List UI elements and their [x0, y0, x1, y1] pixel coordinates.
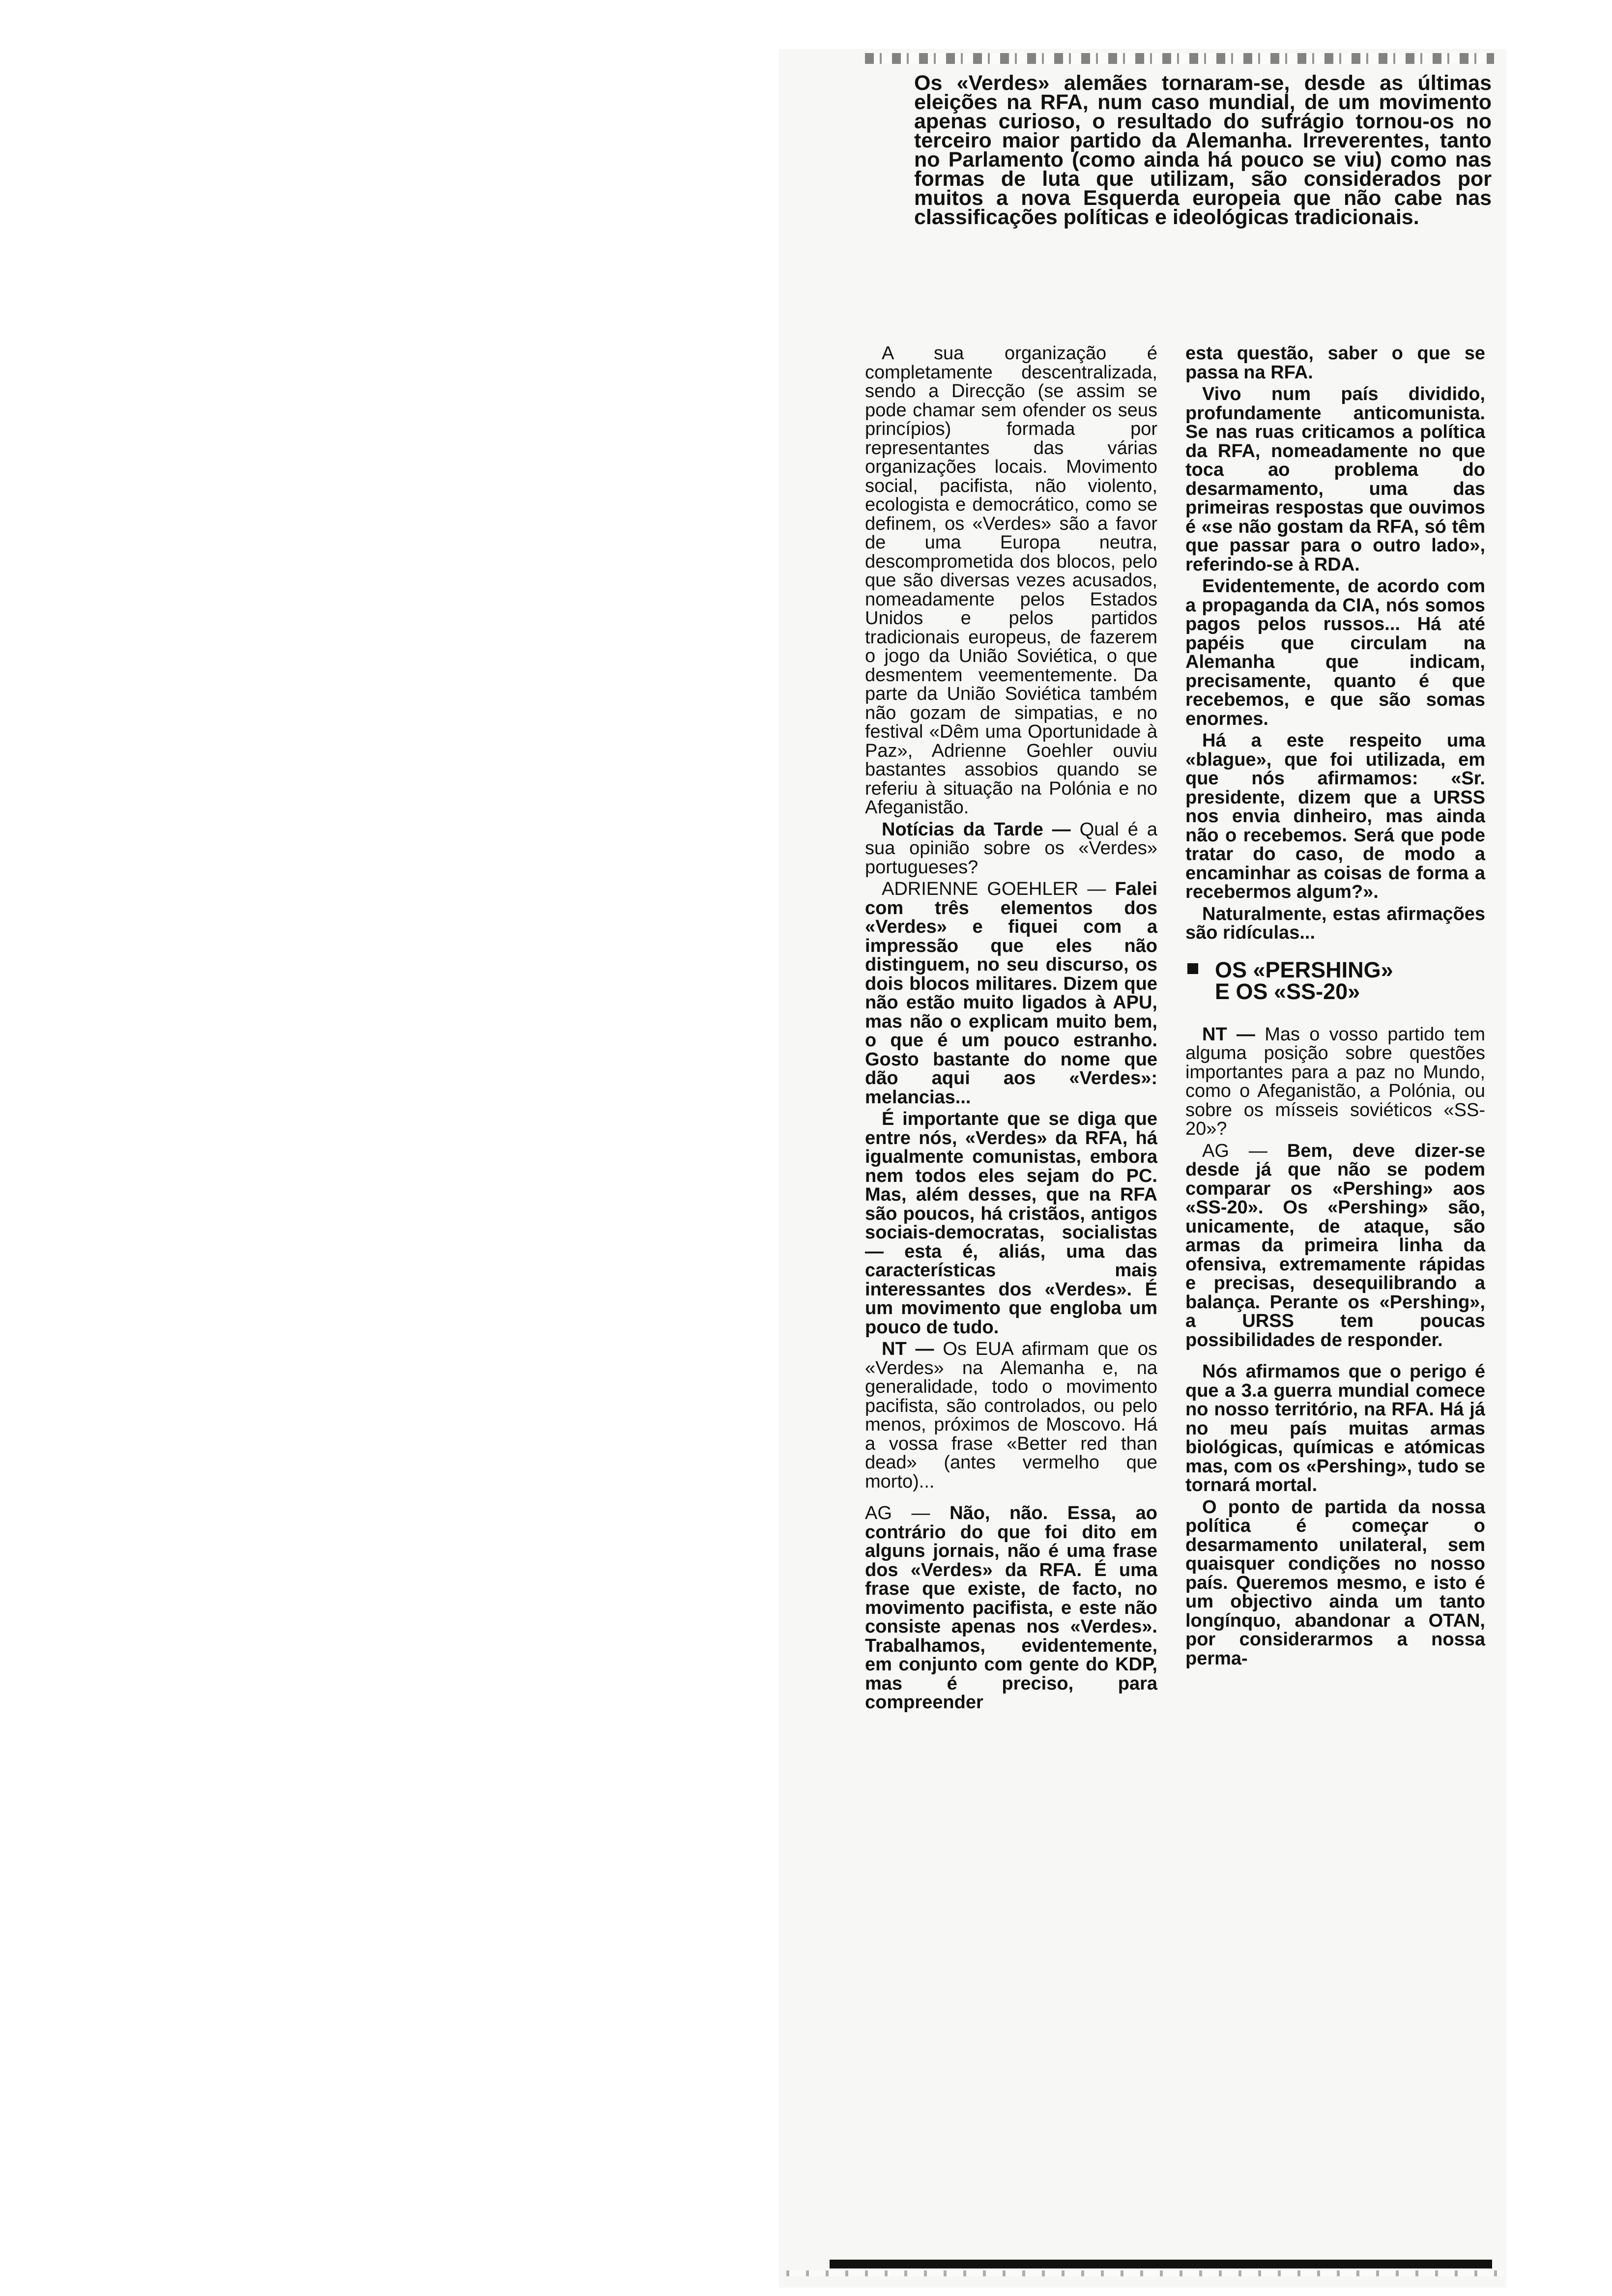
left-column — [865, 344, 1157, 1715]
answer-text: Falei com três elementos dos «Verdes» e fiquei com a impressão que eles não distinguem, no seu discurso, os dois blocos militares. Dizem que não estão muito ligados à APU, mas não o explicam muito bem, o que é um pouco estranho. Gosto bastante do nome que dão aqui aos «Verdes»: melancias... — [865, 879, 1158, 1108]
answer-label: AG — — [865, 1503, 930, 1523]
answer-opinion — [865, 880, 1157, 1107]
answer-label: AG — — [1202, 1140, 1267, 1161]
article-lede: Os «Verdes» alemães tornaram-se, desde as últimas eleições na RFA, num caso mundial, de um movimento apenas curioso, o resultado do sufrágio tornou-os no terceiro maior partido da Alemanha. Irreverentes, tanto no Parlamento (como ainda há pouco se viu) como nas formas de luta que utilizam, são considerados por muitos a nova Esquerda europeia que não cabe nas classificações políticas e ideológicas tradicionais. — [914, 71, 1492, 229]
question-label: Notícias da Tarde — — [882, 819, 1071, 840]
section-subhead — [1215, 959, 1485, 1003]
question-text: Qual é a sua opinião sobre os «Verdes» portugueses? — [865, 819, 1157, 878]
question-text: Mas o vosso partido tem alguma posição sobre questões importantes para a paz no Mundo, como o Afeganistão, a Polónia, ou sobre os mísseis soviéticos «SS-20»? — [1185, 1024, 1485, 1139]
right-paragraph-divided-country: Vivo num país dividido, profundamente anticomunista. Se nas ruas criticamos a política da RFA, nomeadamente no que toca ao problema do desarmamento, uma das primeiras respostas que ouvimos é «se não gostam da RFA, só têm que passar para o outro lado», referindo-se à RDA. — [1185, 384, 1485, 575]
answer-text: Não, não. Essa, ao contrário do que foi dito em alguns jornais, não é uma frase dos «Verdes» da RFA. É uma frase que existe, de facto, no movimento pacifista, e este não consiste apenas nos «Verdes». Trabalhamos, evidentemente, em conjunto com gente do KDP, mas é preciso, para compreender — [865, 1503, 1157, 1713]
left-paragraph-organization: A sua organização é completamente descentralizada, sendo a Direcção (se assim se pode chamar sem ofender os seus princípios) formada por representantes das várias organizações locais. Movimento social, pacifista, não violento, ecologista e democrático, como se definem, os «Verdes» são a favor de uma Europa neutra, descomprometida dos blocos, pelo que são diversas vezes acusados, nomeadamente pelos Estados Unidos e pelos partidos tradicionais europeus, de fazerem o jogo da União Soviética, o que desmentem veementemente. Da parte da União Soviética também não gozam de simpatias, e no festival «Dêm uma Oportunidade à Paz», Adrienne Goehler ouviu bastantes assobios quando se referiu à situação na Polónia e no Afeganistão. — [865, 343, 1157, 818]
question-moscow — [865, 1340, 1157, 1491]
question-opinion — [865, 820, 1157, 877]
answer-better-red — [865, 1504, 1157, 1712]
question-party-position — [1185, 1025, 1485, 1139]
right-paragraph-blague: Há a este respeito uma «blague», que foi utilizada, em que nós afirmamos: «Sr. presidente, dizem que a URSS nos envia dinheiro, mas ainda não o recebemos. Será que pode tratar do caso, de modo a encaminhar as coisas de forma a recebermos algum?». — [1185, 730, 1485, 902]
question-label: NT — — [882, 1339, 934, 1359]
right-paragraph-cia: Evidentemente, de acordo com a propaganda da CIA, nós somos pagos pelos russos... Há até papéis que circulam na Alemanha que indicam, precisamente, quanto é que recebemos, e que são somas enormes. — [1185, 576, 1485, 729]
right-paragraph-question: esta questão, saber o que se passa na RFA. — [1185, 343, 1485, 383]
left-paragraph-communists: É importante que se diga que entre nós, «Verdes» da RFA, há igualmente comunistas, embora nem todos eles sejam do PC. Mas, além desses, que na RFA são poucos, há cristãos, antigos sociais-democratas, socialistas — esta é, aliás, uma das características mais interessantes dos «Verdes». É um movimento que engloba um pouco de tudo. — [865, 1109, 1157, 1338]
answer-text: Bem, deve dizer-se desde já que não se podem comparar os «Pershing» aos «SS-20». Os «Pershing» são, unicamente, de ataque, são armas da primeira linha da ofensiva, extremamente rápidas e precisas, desequilibrando a balança. Perante os «Pershing», a URSS tem poucas possibilidades de responder. — [1185, 1140, 1485, 1350]
question-label: NT — — [1202, 1024, 1255, 1045]
answer-pershing — [1185, 1142, 1485, 1350]
question-text: Os EUA afirmam que os «Verdes» na Alemanha e, na generalidade, todo o movimento pacifista, são controlados, ou pelo menos, próximos de Moscovo. Há a vossa frase «Better red than dead» (antes vermelho que morto)... — [865, 1339, 1158, 1492]
torn-edge-top — [865, 53, 1494, 64]
bottom-rule — [830, 2260, 1492, 2268]
right-column — [1185, 344, 1485, 1671]
right-paragraph-ridiculous: Naturalmente, estas afirmações são ridículas... — [1185, 903, 1485, 943]
torn-edge-bottom — [786, 2270, 1504, 2276]
subhead-line-1: OS «PERSHING» — [1215, 957, 1393, 982]
right-paragraph-disarmament: O ponto de partida da nossa política é começar o desarmamento unilateral, sem quaisquer condições no nosso país. Queremos mesmo, e isto é um objectivo ainda um tanto longínquo, abandonar a OTAN, por considerarmos a nossa perma- — [1185, 1496, 1485, 1669]
subhead-line-2: E OS «SS-20» — [1215, 978, 1360, 1004]
answer-label: ADRIENNE GOEHLER — — [882, 879, 1106, 899]
bullet-square-icon — [1187, 963, 1198, 974]
right-paragraph-third-war: Nós afirmamos que o perigo é que a 3.a guerra mundial comece no nosso território, na RFA. Há já no meu país muitas armas biológicas, químicas e atómicas mas, com os «Pershing», tudo se tornará mortal. — [1185, 1361, 1485, 1495]
